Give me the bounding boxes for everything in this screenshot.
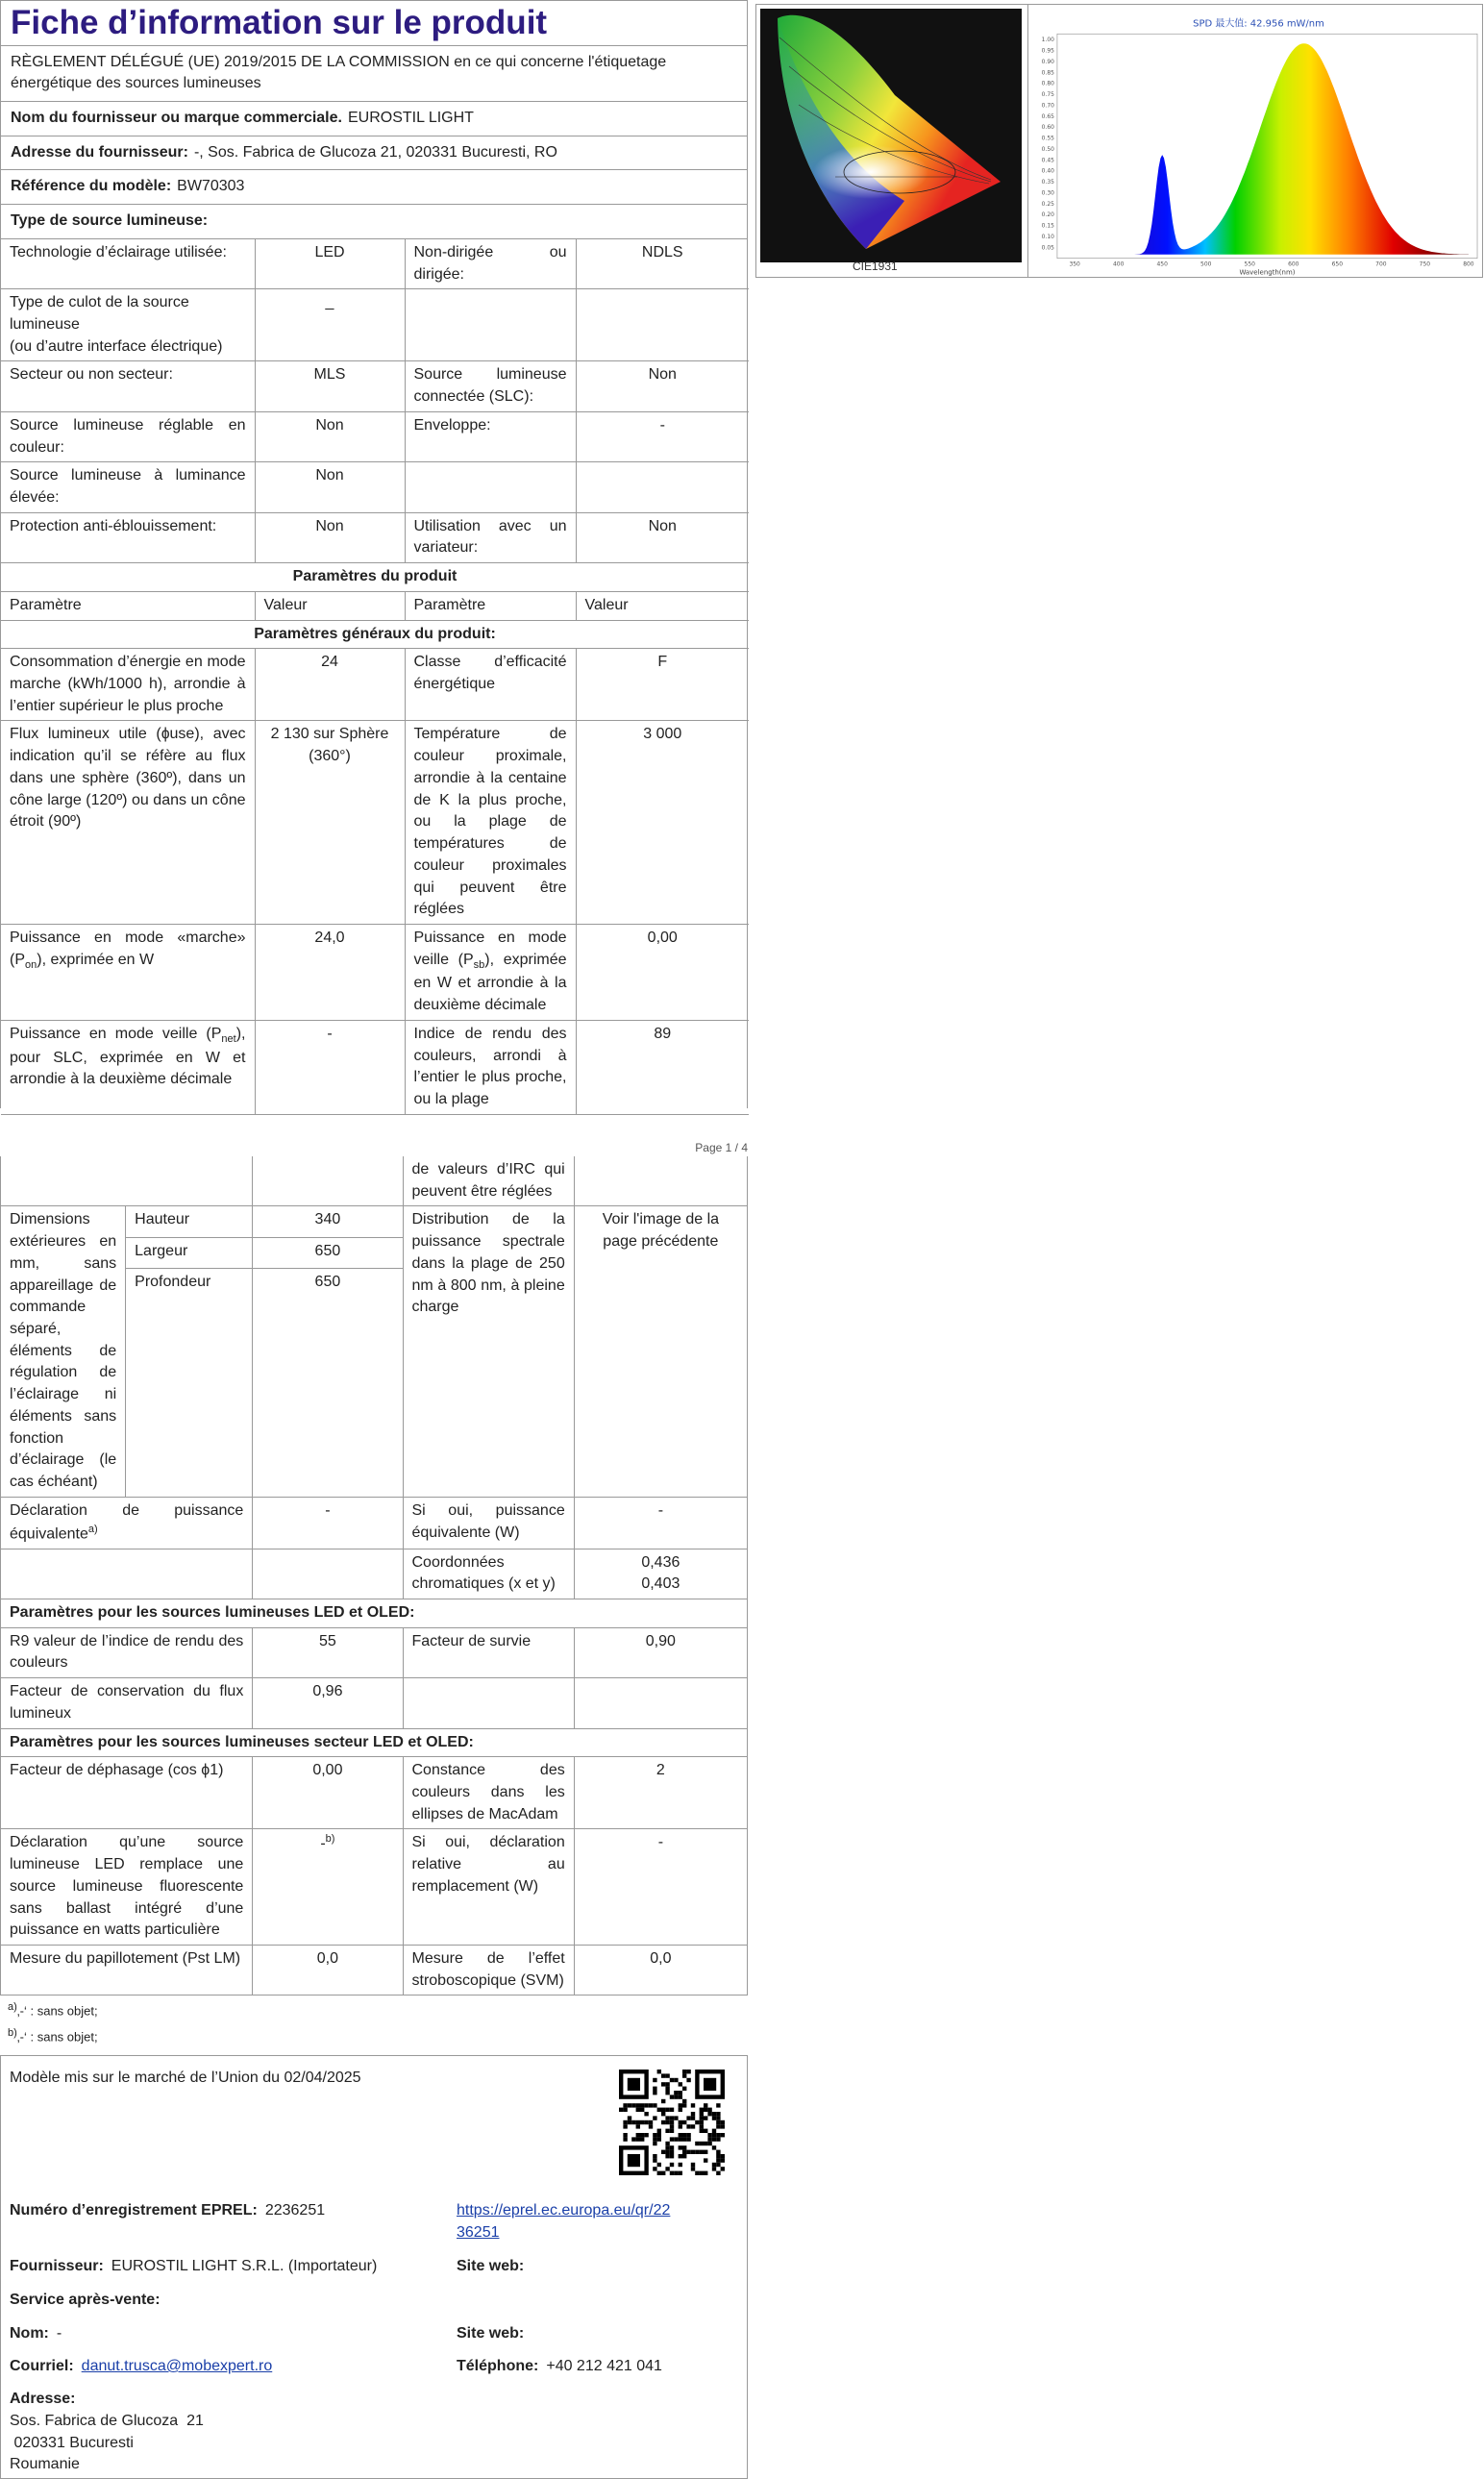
service-name — [10, 2323, 62, 2345]
table-row — [1, 924, 749, 1020]
replace-value: - — [320, 1835, 326, 1852]
cie1931-diagram — [760, 9, 1022, 262]
table-row — [1, 361, 749, 411]
psb-label-a: Puissance en mode veille (P — [413, 929, 567, 968]
spd-y-tick: 0.10 — [1041, 233, 1054, 240]
cell: Source lumineuse à luminance élevée: — [1, 462, 255, 512]
table-row — [1, 1549, 748, 1599]
cell: Non — [255, 411, 405, 461]
psb-sub: sb — [473, 958, 485, 971]
mains-heading-row — [1, 1728, 748, 1757]
chroma-values — [574, 1549, 747, 1599]
eprel-reg — [10, 2200, 325, 2222]
col-header-param: Paramètre — [405, 591, 576, 620]
height-label: Hauteur — [126, 1206, 253, 1237]
cell — [403, 1678, 574, 1728]
cell: 3 000 — [576, 721, 749, 924]
cell — [574, 1678, 747, 1728]
supplier-label: Nom du fournisseur ou marque commerciale. — [11, 109, 342, 126]
footnote-b-text: ‚-‘ : sans objet; — [16, 2029, 98, 2045]
chroma-x: 0,436 — [641, 1553, 680, 1571]
spd-y-tick: 0.70 — [1041, 102, 1054, 110]
pnet-label — [1, 1020, 255, 1114]
equiv-yes-value: - — [574, 1497, 747, 1549]
equiv-value: - — [253, 1497, 403, 1549]
spd-y-tick: 0.35 — [1041, 179, 1054, 186]
supplier-line — [1, 102, 747, 136]
cell — [253, 1156, 403, 1206]
cell — [1, 1156, 253, 1206]
spd-x-tick: 600 — [1288, 260, 1299, 268]
model-value: BW70303 — [177, 178, 245, 195]
cell: Température de couleur proximale, arrondie à la centaine de K la plus proche, ou la plage de températures de couleur proximales qui peuvent être réglées — [405, 721, 576, 924]
eprel-reg-value: 2236251 — [264, 2202, 326, 2219]
eprel-supplier-label: Fournisseur: — [10, 2258, 104, 2275]
pnet-value: - — [255, 1020, 405, 1114]
footnote-a — [0, 1997, 748, 2023]
model-line — [1, 170, 747, 205]
spd-y-tick: 0.50 — [1041, 145, 1054, 153]
table-row — [1, 1678, 748, 1728]
spd-x-tick: 400 — [1112, 260, 1125, 268]
pon-value: 24,0 — [255, 924, 405, 1020]
cell — [576, 462, 749, 512]
postal-address-label: Adresse: — [10, 2391, 76, 2408]
page-number: Page 1 / 4 — [695, 1141, 748, 1154]
cell: Source lumineuse connectée (SLC): — [405, 361, 576, 411]
equiv-yes-label: Si oui, puissance équivalente (W) — [403, 1497, 574, 1549]
table-row — [1, 512, 749, 562]
spd-y-tick: 0.15 — [1041, 222, 1054, 230]
cell — [576, 289, 749, 361]
cri-label: Indice de rendu des couleurs, arrondi à l’entier le plus proche, ou la plage — [405, 1020, 576, 1114]
pnet-sub: net — [221, 1033, 236, 1046]
equiv-label-text: Déclaration de puissance équivalente — [10, 1501, 244, 1542]
cell: Enveloppe: — [405, 411, 576, 461]
spd-y-tick: 1.00 — [1041, 37, 1054, 44]
cell: Non — [255, 512, 405, 562]
phone-value: +40 212 421 041 — [546, 2358, 662, 2375]
strobe-label: Mesure de l’effet stroboscopique (SVM) — [403, 1946, 574, 1996]
spd-value: Voir l'image de la page précédente — [574, 1206, 747, 1497]
table-row — [1, 1946, 748, 1996]
type-heading: Type de source lumineuse: — [1, 205, 747, 239]
cell: Non — [576, 361, 749, 411]
dimensions-label: Dimensions extérieures en mm, sans appareillage de commande séparé, éléments de régulation de l’éclairage ni éléments sans fonction d’éclairage (le cas échéant) — [1, 1206, 126, 1497]
params-col-header-row — [1, 591, 749, 620]
page-title: Fiche d’information sur le produit — [1, 1, 747, 46]
spd-y-tick: 0.05 — [1041, 244, 1054, 252]
macadam-value: 2 — [574, 1757, 747, 1829]
cell: Classe d’efficacité énergétique — [405, 649, 576, 721]
cell — [253, 1549, 403, 1599]
eprel-supplier-value: EUROSTIL LIGHT S.R.L. (Importateur) — [111, 2258, 378, 2275]
cell: F — [576, 649, 749, 721]
cell: - — [576, 411, 749, 461]
table-row — [1, 1497, 748, 1549]
address-value: -, Sos. Fabrica de Glucoza 21, 020331 Bucuresti, RO — [193, 143, 557, 161]
equiv-label — [1, 1497, 253, 1549]
mains-heading: Paramètres pour les sources lumineuses secteur LED et OLED: — [1, 1728, 748, 1757]
cell: Source lumineuse réglable en couleur: — [1, 411, 255, 461]
survival-label: Facteur de survie — [403, 1627, 574, 1677]
spd-y-tick: 0.65 — [1041, 112, 1054, 120]
address-line-2: 020331 Bucuresti — [10, 2434, 134, 2451]
spd-y-tick: 0.90 — [1041, 58, 1054, 65]
cell — [405, 462, 576, 512]
flicker-value: 0,0 — [253, 1946, 403, 1996]
spd-y-tick: 0.95 — [1041, 47, 1054, 55]
params-heading: Paramètres du produit — [1, 563, 749, 592]
address-line-3: Roumanie — [10, 2456, 80, 2473]
pon-label-a: Puissance en mode «marche» (P — [10, 929, 246, 968]
spd-y-tick: 0.45 — [1041, 157, 1054, 164]
table-row — [1, 649, 749, 721]
maintenance-label: Facteur de conservation du flux lumineux — [1, 1678, 253, 1728]
led-heading-row — [1, 1599, 748, 1627]
psb-label — [405, 924, 576, 1020]
replace-label: Déclaration qu’une source lumineuse LED remplace une source lumineuse fluorescente sans ballast intégré d’une puissance en watts particulière — [1, 1829, 253, 1946]
chroma-label: Coordonnées chromatiques (x et y) — [403, 1549, 574, 1599]
cell: Technologie d’éclairage utilisée: — [1, 239, 255, 289]
psb-label-b: ), exprimée en W et arrondie à la deuxième décimale — [413, 951, 567, 1014]
spd-title: SPD 最大值: 42.956 mW/nm — [1193, 18, 1324, 30]
params-table-cont — [0, 1156, 748, 1996]
replace-yes-label: Si oui, déclaration relative au remplacement (W) — [403, 1829, 574, 1946]
spd-x-tick: 750 — [1419, 260, 1431, 268]
spd-x-tick: 350 — [1069, 260, 1080, 268]
market-date: Modèle mis sur le marché de l’Union du 02/04/2025 — [10, 2070, 361, 2087]
chroma-y: 0,403 — [641, 1575, 680, 1593]
params-heading-row — [1, 563, 749, 592]
pon-label-b: ), exprimée en W — [37, 951, 155, 968]
r9-value: 55 — [253, 1627, 403, 1677]
footnote-a-sup: a) — [8, 2001, 17, 2014]
cell: Protection anti-éblouissement: — [1, 512, 255, 562]
width-label: Largeur — [126, 1237, 253, 1268]
spd-xlabel: Wavelength(nm) — [1239, 268, 1296, 277]
website2-label: Site web: — [457, 2325, 525, 2343]
general-heading: Paramètres généraux du produit: — [1, 620, 749, 649]
phase-value: 0,00 — [253, 1757, 403, 1829]
table-row — [1, 462, 749, 512]
spd-y-tick: 0.40 — [1041, 167, 1054, 175]
pon-label — [1, 924, 255, 1020]
phone — [457, 2356, 662, 2378]
service-label: Service après-vente: — [10, 2292, 161, 2309]
replace-yes-value: - — [574, 1829, 747, 1946]
spd-y-tick: 0.85 — [1041, 69, 1054, 77]
email-link[interactable]: danut.trusca@mobexpert.ro — [81, 2358, 273, 2375]
page-2 — [0, 1156, 748, 2479]
spectral-images — [755, 4, 1483, 278]
cell: Type de culot de la source lumineuse (ou d’autre interface électrique) — [1, 289, 255, 361]
email-label: Courriel: — [10, 2358, 74, 2375]
spd-y-tick: 0.75 — [1041, 91, 1054, 99]
spd-y-tick: 0.30 — [1041, 189, 1054, 197]
cell: NDLS — [576, 239, 749, 289]
spd-x-tick: 550 — [1244, 260, 1255, 268]
cell: MLS — [255, 361, 405, 411]
table-row — [1, 289, 749, 361]
spd-y-tick: 0.80 — [1041, 80, 1054, 87]
cell — [574, 1156, 747, 1206]
table-row — [1, 721, 749, 924]
spd-x-tick: 700 — [1375, 260, 1387, 268]
type-table — [1, 239, 749, 1115]
website-label: Site web: — [457, 2258, 525, 2275]
col-header-param: Paramètre — [1, 591, 255, 620]
page-1 — [0, 0, 748, 1108]
service-name-value: - — [56, 2325, 62, 2343]
service-name-label: Nom: — [10, 2325, 49, 2343]
spd-x-tick: 500 — [1200, 260, 1212, 268]
depth-label: Profondeur — [126, 1268, 253, 1497]
cell — [1, 1549, 253, 1599]
address-line — [1, 136, 747, 171]
spd-y-tick: 0.20 — [1041, 211, 1054, 219]
table-row — [1, 1829, 748, 1946]
cell: Consommation d’énergie en mode marche (kWh/1000 h), arrondie à l’entier supérieur le plus proche — [1, 649, 255, 721]
cell: Secteur ou non secteur: — [1, 361, 255, 411]
pon-sub: on — [25, 958, 37, 971]
macadam-label: Constance des couleurs dans les ellipses de MacAdam — [403, 1757, 574, 1829]
qr-code-icon[interactable] — [619, 2070, 725, 2175]
table-row — [1, 1757, 748, 1829]
table-row — [1, 239, 749, 289]
table-row — [1, 1020, 749, 1114]
eprel-box — [0, 2055, 748, 2479]
replace-sup: b) — [325, 1833, 335, 1846]
strobe-value: 0,0 — [574, 1946, 747, 1996]
flicker-label: Mesure du papillotement (Pst LM) — [1, 1946, 253, 1996]
cri-value: 89 — [576, 1020, 749, 1114]
spd-y-tick: 0.25 — [1041, 200, 1054, 208]
table-row — [1, 1206, 748, 1237]
cell — [405, 289, 576, 361]
col-header-value: Valeur — [255, 591, 405, 620]
phone-label: Téléphone: — [457, 2358, 539, 2375]
eprel-supplier — [10, 2256, 377, 2278]
cell: _ — [255, 289, 405, 361]
address-line-1: Sos. Fabrica de Glucoza 21 — [10, 2413, 204, 2430]
spd-label: Distribution de la puissance spectrale dans la plage de 250 nm à 800 nm, à pleine charge — [403, 1206, 574, 1497]
cell: Non — [255, 462, 405, 512]
spd-chart — [1027, 5, 1483, 278]
address-label: Adresse du fournisseur: — [11, 143, 188, 161]
maintenance-value: 0,96 — [253, 1678, 403, 1728]
table-row — [1, 1627, 748, 1677]
replace-value-cell — [253, 1829, 403, 1946]
survival-value: 0,90 — [574, 1627, 747, 1677]
spd-y-tick: 0.55 — [1041, 135, 1054, 142]
cell: 24 — [255, 649, 405, 721]
height-value: 340 — [253, 1206, 403, 1237]
footnote-b — [0, 2023, 748, 2049]
supplier-value: EUROSTIL LIGHT — [347, 109, 474, 126]
pnet-label-b: ), pour SLC, exprimée en W et arrondie à la deuxième décimale — [10, 1025, 246, 1088]
width-value: 650 — [253, 1237, 403, 1268]
cell: LED — [255, 239, 405, 289]
general-heading-row — [1, 620, 749, 649]
pnet-label-a: Puissance en mode veille (P — [10, 1025, 222, 1042]
cell: Non-dirigée ou dirigée: — [405, 239, 576, 289]
depth-value: 650 — [253, 1268, 403, 1497]
cell: Flux lumineux utile (ɸuse), avec indication qu’il se réfère au flux dans une sphère (360º), dans un cône large (120º) ou dans un cône étroit (90º) — [1, 721, 255, 924]
phase-label: Facteur de déphasage (cos ϕ1) — [1, 1757, 253, 1829]
r9-label: R9 valeur de l’indice de rendu des couleurs — [1, 1627, 253, 1677]
led-heading: Paramètres pour les sources lumineuses LED et OLED: — [1, 1599, 748, 1627]
col-header-value: Valeur — [576, 591, 749, 620]
spd-x-tick: 450 — [1156, 260, 1168, 268]
psb-value: 0,00 — [576, 924, 749, 1020]
eprel-reg-label: Numéro d’enregistrement EPREL: — [10, 2202, 258, 2219]
spd-x-tick: 800 — [1463, 260, 1474, 268]
spd-y-tick: 0.60 — [1041, 124, 1054, 132]
cie-label: CIE1931 — [853, 260, 898, 273]
table-row — [1, 411, 749, 461]
cell: Utilisation avec un variateur: — [405, 512, 576, 562]
eprel-link-a[interactable]: https://eprel.ec.europa.eu/qr/22 — [457, 2202, 671, 2219]
cell: 2 130 sur Sphère (360°) — [255, 721, 405, 924]
cri-label-cont: de valeurs d’IRC qui peuvent être réglées — [403, 1156, 574, 1206]
eprel-link[interactable] — [457, 2200, 670, 2243]
eprel-link-b[interactable]: 36251 — [457, 2223, 500, 2241]
postal-address — [10, 2411, 204, 2476]
spd-x-tick: 650 — [1331, 260, 1344, 268]
cell: Non — [576, 512, 749, 562]
equiv-label-sup: a) — [87, 1523, 98, 1535]
email — [10, 2356, 272, 2378]
footnote-a-text: ‚-‘ : sans objet; — [16, 2003, 98, 2019]
footnote-b-sup: b) — [8, 2027, 17, 2040]
model-label: Référence du modèle: — [11, 178, 172, 195]
table-row — [1, 1156, 748, 1206]
regulation-text: RÈGLEMENT DÉLÉGUÉ (UE) 2019/2015 DE LA COMMISSION en ce qui concerne l'étiquetage énergétique des sources lumineuses — [1, 46, 747, 102]
